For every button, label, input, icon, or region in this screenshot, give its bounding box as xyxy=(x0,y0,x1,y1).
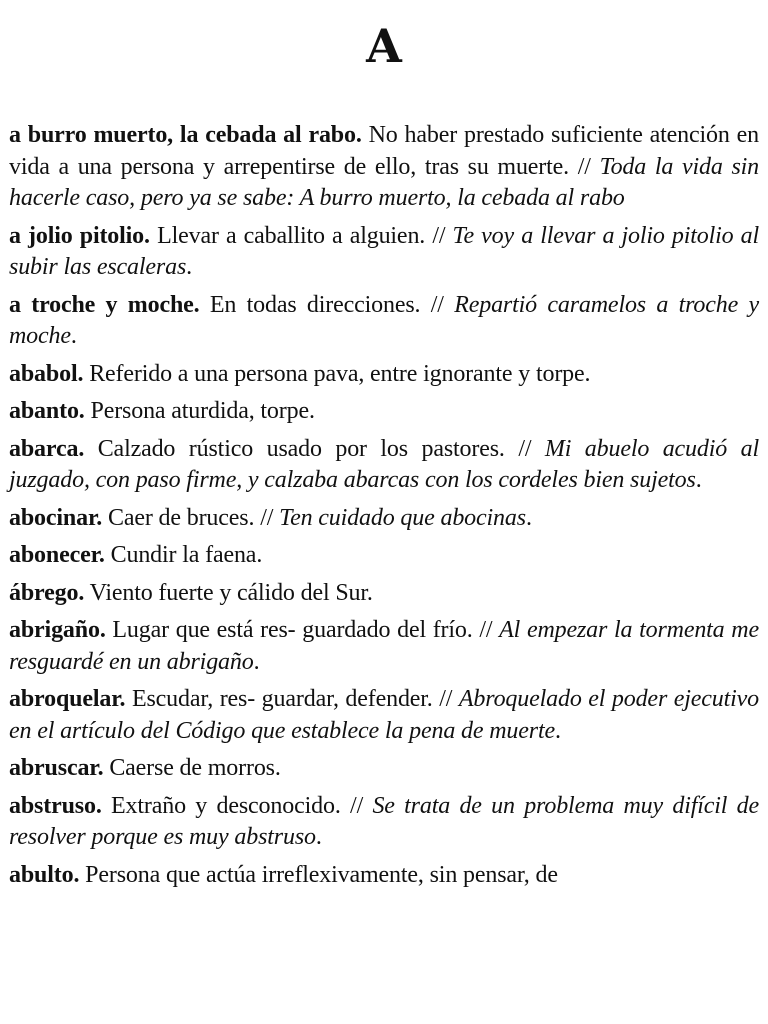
entry-tail: . xyxy=(554,717,561,744)
entry-term: abarca. xyxy=(9,435,85,462)
entry-tail: . xyxy=(186,254,193,280)
entry-definition: Lugar que está res- guardado del frío. xyxy=(112,617,473,643)
entry-separator: // xyxy=(350,792,364,819)
entry-list xyxy=(9,120,759,897)
entry-definition: Extraño y desconocido. xyxy=(111,792,341,819)
dictionary-entry xyxy=(9,860,759,892)
entry-term: abulto. xyxy=(9,861,80,888)
entry-example: Mi abuelo acudió al juzgado, con paso firme, y calzaba abarcas con los cordeles bien sujetos xyxy=(9,435,760,493)
dictionary-entry xyxy=(9,120,759,215)
entry-definition: Calzado rústico usado por los pastores. xyxy=(97,435,505,462)
entry-definition: Referido a una persona pava, entre ignorante y torpe. xyxy=(89,360,591,387)
entry-definition: Caer de bruces. xyxy=(107,504,255,531)
entry-separator: // xyxy=(260,504,274,531)
entry-separator: // xyxy=(439,686,453,712)
entry-example: Toda la vida sin hacerle caso, pero ya se sabe: A burro muerto, la cebada al rabo xyxy=(9,153,759,211)
dictionary-entry xyxy=(9,359,759,391)
entry-separator: // xyxy=(479,617,493,643)
dictionary-entry xyxy=(9,221,759,284)
entry-separator: // xyxy=(518,435,532,462)
entry-definition: No haber prestado suficiente atención en vida a una persona y arrepentirse de ello, tras su muerte. xyxy=(9,122,759,180)
dictionary-entry xyxy=(9,753,759,785)
entry-tail: . xyxy=(315,824,322,850)
entry-tail: . xyxy=(695,467,702,493)
entry-term: a burro muerto, la cebada al rabo. xyxy=(9,122,362,148)
entry-term: abstruso. xyxy=(9,792,102,819)
entry-term: abrigaño. xyxy=(9,617,106,643)
entry-definition: Caerse de morros. xyxy=(109,755,281,781)
entry-example: Ten cuidado que abocinas xyxy=(279,504,526,531)
dictionary-entry xyxy=(9,615,759,678)
entry-example: Se trata de un problema muy difícil de resolver porque es muy abstruso xyxy=(9,792,759,850)
entry-separator: // xyxy=(430,291,444,318)
entry-example: Abroquelado el poder ejecutivo en el artículo del Código que establece la pena de muerte xyxy=(9,686,759,744)
entry-separator: // xyxy=(577,153,591,180)
entry-definition: Persona aturdida, torpe. xyxy=(90,398,315,424)
dictionary-entry xyxy=(9,396,759,428)
entry-tail: . xyxy=(70,323,77,349)
entry-example: Te voy a llevar a jolio pitolio al subir las escaleras xyxy=(9,222,760,280)
entry-definition: Cundir la faena. xyxy=(110,542,263,568)
entry-term: abroquelar. xyxy=(9,686,126,712)
section-letter-heading: A xyxy=(366,19,402,73)
entry-definition: Llevar a caballito a alguien. xyxy=(157,222,426,249)
entry-term: ababol. xyxy=(9,360,84,387)
entry-separator: // xyxy=(432,222,446,249)
entry-term: abruscar. xyxy=(9,755,104,781)
entry-definition: Viento fuerte y cálido del Sur. xyxy=(89,579,373,606)
entry-term: abocinar. xyxy=(9,504,103,531)
dictionary-entry xyxy=(9,434,759,497)
entry-term: abanto. xyxy=(9,398,85,424)
entry-definition: Escudar, res- guardar, defender. xyxy=(131,686,433,712)
entry-example: Al empezar la tormenta me resguardé en un abrigaño xyxy=(9,617,759,675)
dictionary-entry xyxy=(9,540,759,572)
entry-term: a troche y moche. xyxy=(9,291,200,318)
dictionary-entry xyxy=(9,503,759,535)
entry-term: a jolio pitolio. xyxy=(9,222,150,249)
entry-tail: . xyxy=(525,504,532,531)
entry-tail: . xyxy=(253,648,260,675)
entry-term: abonecer. xyxy=(9,542,105,568)
entry-definition: En todas direcciones. xyxy=(209,291,421,318)
entry-definition: Persona que actúa irreflexivamente, sin pensar, de xyxy=(85,861,558,888)
dictionary-entry xyxy=(9,791,759,854)
dictionary-entry xyxy=(9,578,759,610)
dictionary-entry xyxy=(9,290,759,353)
dictionary-entry xyxy=(9,684,759,747)
entry-term: ábrego. xyxy=(9,579,85,606)
entry-example: Repartió caramelos a troche y moche xyxy=(9,291,759,349)
